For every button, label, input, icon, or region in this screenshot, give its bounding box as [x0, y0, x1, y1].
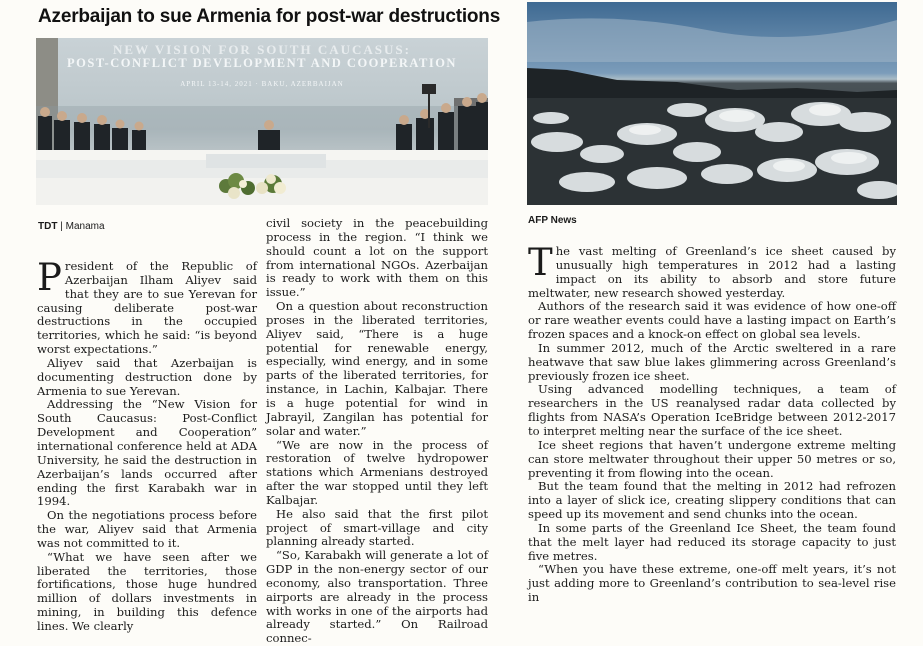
left-article-col2	[266, 217, 488, 646]
right-paragraph: Ice sheet regions that haven’t undergone extreme melting can store meltwater throughout their upper 50 metres or so, preventing it from flowing into the ocean.	[528, 437, 896, 480]
col1-paragraph	[37, 256, 257, 357]
col1-paragraph: “What we have seen after we liberated the territories, those fortifications, those huge hundred million of dollars investments in mining, in building this defence lines. We clearly	[37, 549, 257, 633]
col1-paragraph-text: resident of the Republic of Azerbaijan Ilham Aliyev said that they are to sue Yerevan for causing deliberate post-war destructions in the occupied territories, which he said: “is beyond worst expectations.”	[37, 259, 257, 357]
right-paragraph: Authors of the research said it was evidence of how one-off or rare weather events could have a lasting impact on Earth’s frozen spaces and a knock-on effect on global sea levels.	[528, 299, 896, 342]
col1-paragraph: Addressing the “New Vision for South Caucasus: Post-Conflict Development and Cooperation” international conference held at ADA University, he said the destruction in Azerbaijan’s lands occurred after ending the first Karabakh war in 1994.	[37, 397, 257, 509]
left-headline: Azerbaijan to sue Armenia for post-war destructions	[38, 6, 501, 27]
conference-photo	[36, 38, 488, 205]
left-byline-source: TDT	[38, 221, 58, 232]
right-paragraph: In some parts of the Greenland Ice Sheet, the team found that the melt layer had reduced its storage capacity to just five metres.	[528, 520, 896, 563]
col2-paragraph: He also said that the first pilot project of smart-village and city planning already started.	[266, 506, 488, 549]
right-paragraph	[528, 241, 896, 300]
right-paragraph: Using advanced modelling techniques, a team of researchers in the US reanalysed radar data collected by flights from NASA’s Operation IceBridge between 2012-2017 to interpret melting near the surface of the ice sheet.	[528, 382, 896, 438]
conference-scene	[36, 38, 488, 205]
right-paragraph-text: he vast melting of Greenland’s ice sheet caused by unusually high temperatures in 2012 had a lasting impact on its ability to absorb and store future meltwater, new research showed yesterday.	[528, 244, 896, 300]
right-byline-source: AFP News	[528, 215, 577, 226]
col1-paragraph: Aliyev said that Azerbaijan is documenting destruction done by Armenia to sue Yerevan.	[37, 355, 257, 398]
dropcap-p: P	[37, 256, 62, 299]
left-byline-location: | Manama	[60, 221, 105, 232]
right-paragraph: “When you have these extreme, one-off melt years, it’s not just adding more to Greenland’s contribution to sea-level rise in	[528, 562, 896, 605]
col1-paragraph: On the negotiations process before the war, Aliyev said that Armenia was not committed to it.	[37, 508, 257, 550]
col2-paragraph: On a question about reconstruction proses in the liberated territories, Aliyev said, “There is a huge potential for renewable energy, especially, wind energy, and in some parts of the liberated territories, for instance, in Lachin, Kalbajar. There is a huge potential for wind in Jabrayil, Zangilan has potential for solar and water.”	[266, 299, 488, 438]
left-byline	[38, 221, 105, 232]
right-byline	[528, 215, 577, 226]
right-paragraph: But the team found that the melting in 2012 had refrozen into a layer of slick ice, creating slippery conditions that can speed up its movement and send chunks into the ocean.	[528, 479, 896, 522]
col2-paragraph: civil society in the peacebuilding process in the region. “I think we should count a lot on the support from international NGOs. Azerbaijan is ready to work with them on this issue.”	[266, 216, 488, 300]
col2-paragraph: “So, Karabakh will generate a lot of GDP in the non-energy sector of our economy, also transportation. Three airports are already in the process with works in one of the airports had already started.” On Railroad connec-	[266, 548, 488, 646]
ice-landscape	[527, 2, 897, 205]
right-paragraph: In summer 2012, much of the Arctic sweltered in a rare heatwave that saw blue lakes glimmering across Greenland’s previously frozen ice sheet.	[528, 340, 896, 383]
left-article-col1	[37, 256, 257, 634]
right-article	[528, 241, 896, 605]
col2-paragraph: “We are now in the process of restoration of twelve hydropower stations which Armenians destroyed after the war stopped until they left Kalbajar.	[266, 437, 488, 507]
dropcap-t: T	[528, 241, 553, 284]
greenland-photo	[527, 2, 897, 205]
photo-banner-line1: NEW VISION FOR SOUTH CAUCASUS:	[113, 42, 411, 57]
photo-banner-line3: APRIL 13-14, 2021 · BAKU, AZERBAIJAN	[180, 80, 344, 88]
photo-banner-line2: POST-CONFLICT DEVELOPMENT AND COOPERATION	[67, 56, 457, 70]
